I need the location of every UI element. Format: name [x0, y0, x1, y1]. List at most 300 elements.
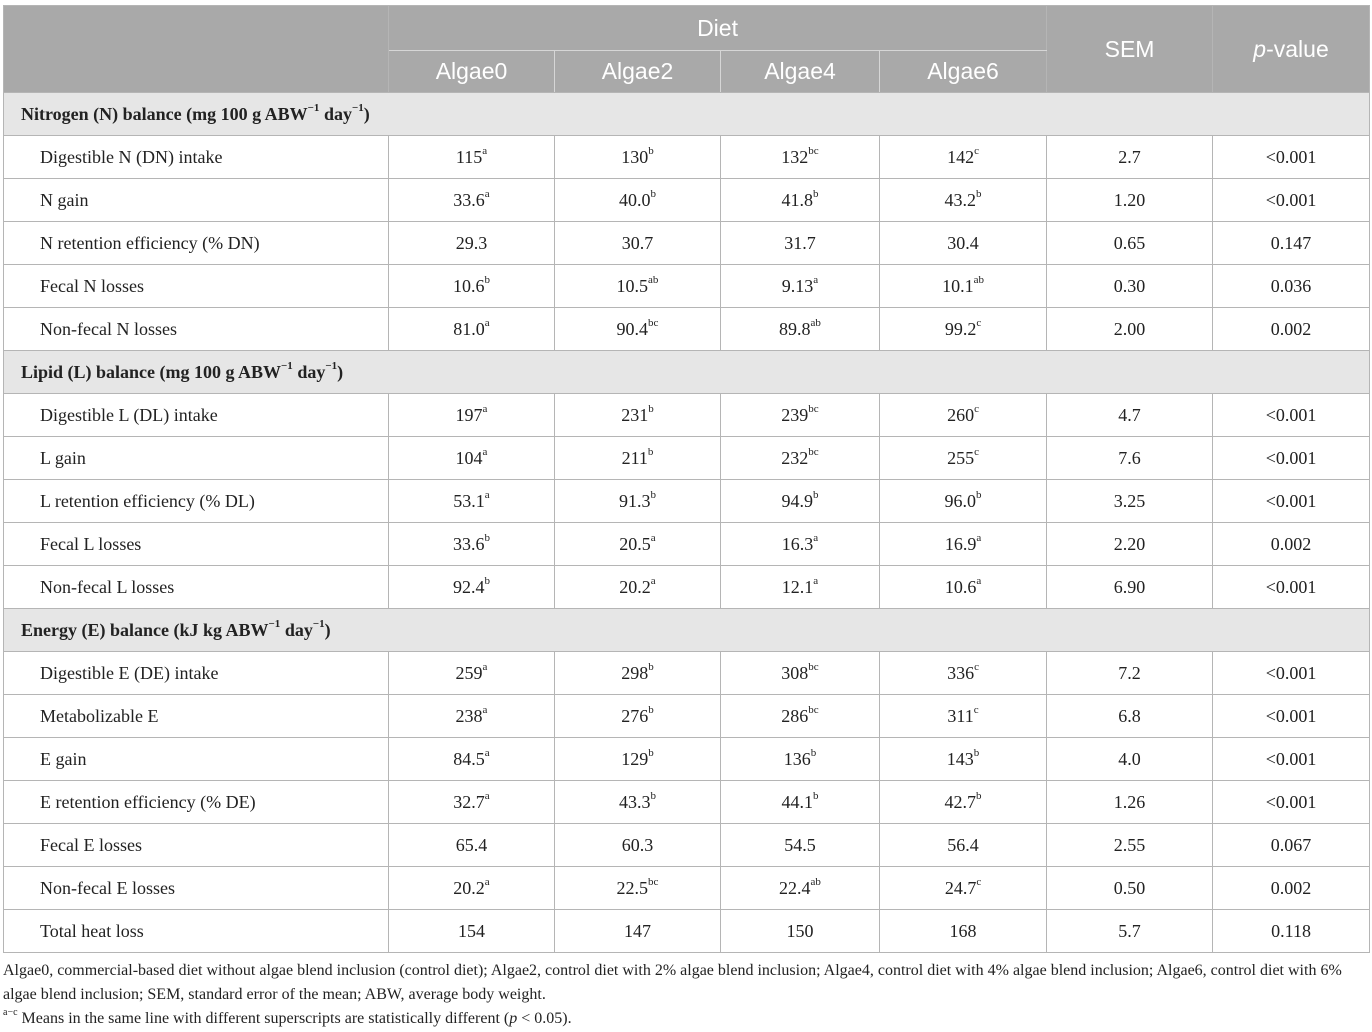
diet-value: 20.2 — [453, 877, 485, 898]
table-row — [4, 867, 1370, 910]
significance-letter: b — [976, 187, 982, 200]
section-title-text: Lipid (L) balance (mg 100 g ABW — [21, 361, 282, 382]
sem-value: 5.7 — [1047, 910, 1213, 953]
sem-value: 4.0 — [1047, 738, 1213, 781]
pvalue-value: 0.036 — [1213, 265, 1370, 308]
significance-letter: c — [974, 144, 979, 157]
significance-letter: a — [976, 531, 982, 544]
diet-value: 32.7 — [453, 791, 485, 812]
diet-value: 60.3 — [621, 834, 654, 855]
diet-group-header: Diet — [389, 6, 1047, 51]
sem-value: 2.7 — [1047, 136, 1213, 179]
sem-value: 7.6 — [1047, 437, 1213, 480]
pvalue-value: <0.001 — [1213, 480, 1370, 523]
diet-value: 115 — [455, 146, 483, 167]
diet-value-cell — [880, 308, 1047, 351]
diet-value-cell — [880, 265, 1047, 308]
significance-letter: bc — [648, 316, 659, 329]
significance-letter: b — [648, 703, 654, 716]
diet-value: 33.6 — [453, 189, 485, 210]
pvalue-header — [1213, 6, 1370, 93]
significance-text-after: < 0.05). — [517, 1010, 572, 1027]
significance-letter: a — [482, 445, 488, 458]
section-title-text: day — [319, 103, 352, 124]
diet-value-cell — [555, 394, 721, 437]
significance-letter: a — [484, 187, 490, 200]
row-label: L retention efficiency (% DL) — [4, 480, 389, 523]
significance-letter: c — [974, 445, 979, 458]
diet-value: 276 — [621, 705, 649, 726]
table-header — [4, 6, 1370, 93]
sem-value: 2.55 — [1047, 824, 1213, 867]
diet-value: 260 — [947, 404, 975, 425]
diet-value-cell — [880, 136, 1047, 179]
sem-value: 6.8 — [1047, 695, 1213, 738]
sem-value: 3.25 — [1047, 480, 1213, 523]
diet-value: 147 — [624, 920, 651, 941]
significance-letter: b — [647, 445, 654, 458]
pvalue-value: 0.067 — [1213, 824, 1370, 867]
diet-value-cell — [389, 652, 555, 695]
table-row — [4, 781, 1370, 824]
diet-value: 90.4 — [616, 318, 649, 339]
diet-value-cell — [555, 566, 721, 609]
diet-value-cell — [555, 179, 721, 222]
row-label: Fecal N losses — [4, 265, 389, 308]
diet-value-cell — [880, 480, 1047, 523]
table-row — [4, 308, 1370, 351]
balance-table — [3, 5, 1370, 953]
table-row — [4, 222, 1370, 265]
significance-letter: b — [976, 488, 982, 501]
significance-letter: b — [650, 488, 656, 501]
diet-column-header: Algae2 — [555, 51, 721, 93]
diet-value-cell — [721, 523, 880, 566]
diet-value-cell — [880, 781, 1047, 824]
diet-value: 91.3 — [619, 490, 651, 511]
pvalue-value: <0.001 — [1213, 738, 1370, 781]
diet-value: 10.5 — [616, 275, 649, 296]
pvalue-header-rest: -value — [1266, 35, 1329, 62]
pvalue-value: <0.001 — [1213, 136, 1370, 179]
sem-value: 7.2 — [1047, 652, 1213, 695]
sem-value: 0.65 — [1047, 222, 1213, 265]
pvalue-value: <0.001 — [1213, 179, 1370, 222]
diet-value-cell — [389, 437, 555, 480]
significance-p: p — [509, 1010, 518, 1027]
diet-value: 143 — [946, 748, 974, 769]
diet-value: 96.0 — [944, 490, 977, 511]
section-title — [4, 93, 1370, 136]
diet-value-cell — [721, 738, 880, 781]
pvalue-value: 0.002 — [1213, 308, 1370, 351]
pvalue-value: <0.001 — [1213, 394, 1370, 437]
diet-value: 81.0 — [453, 318, 485, 339]
significance-letter: a — [482, 703, 488, 716]
row-label: N retention efficiency (% DN) — [4, 222, 389, 265]
diet-value-cell — [880, 910, 1047, 953]
significance-letter: b — [484, 574, 490, 587]
diet-value: 99.2 — [944, 318, 977, 339]
diet-value: 130 — [621, 146, 649, 167]
significance-letter: c — [976, 316, 982, 329]
diet-value: 53.1 — [453, 490, 485, 511]
row-label: E gain — [4, 738, 389, 781]
diet-value-cell — [555, 222, 721, 265]
diet-value: 197 — [455, 404, 483, 425]
significance-text-before: Means in the same line with different superscripts are statistically different ( — [17, 1010, 510, 1027]
table-row — [4, 523, 1370, 566]
table-row — [4, 136, 1370, 179]
pvalue-value: 0.118 — [1213, 910, 1370, 953]
diet-value: 42.7 — [944, 791, 977, 812]
diet-value-cell — [721, 781, 880, 824]
significance-letter: b — [648, 660, 654, 673]
row-label: Metabolizable E — [4, 695, 389, 738]
diet-value-cell — [721, 695, 880, 738]
diet-value: 136 — [783, 748, 811, 769]
diet-value-cell — [880, 179, 1047, 222]
diet-value: 298 — [621, 662, 649, 683]
diet-value: 239 — [781, 404, 809, 425]
diet-value-cell — [721, 265, 880, 308]
diet-value: 22.4 — [779, 877, 811, 898]
diet-value: 104 — [455, 447, 483, 468]
sem-value: 0.50 — [1047, 867, 1213, 910]
diet-value: 308 — [781, 662, 809, 683]
row-label: Fecal E losses — [4, 824, 389, 867]
row-label: Digestible N (DN) intake — [4, 136, 389, 179]
section-header-row — [4, 93, 1370, 136]
diet-value: 232 — [781, 447, 809, 468]
diet-value-cell — [880, 394, 1047, 437]
diet-value: 43.3 — [619, 791, 651, 812]
pvalue-value: <0.001 — [1213, 781, 1370, 824]
significance-letter: bc — [808, 703, 819, 716]
table-row — [4, 824, 1370, 867]
significance-letter: b — [648, 746, 654, 759]
diet-value-cell — [880, 695, 1047, 738]
diet-value: 10.6 — [944, 576, 977, 597]
diet-value-cell — [555, 308, 721, 351]
section-title-text: day — [292, 361, 326, 382]
diet-value: 259 — [455, 662, 483, 683]
diet-value-cell — [389, 566, 555, 609]
diet-value: 24.7 — [944, 877, 977, 898]
section-title-text: ) — [324, 619, 331, 640]
significance-letter: b — [650, 789, 656, 802]
diet-value: 336 — [947, 662, 975, 683]
significance-letter: bc — [808, 402, 819, 415]
table-body — [4, 93, 1370, 953]
diet-value: 65.4 — [455, 834, 488, 855]
row-label: Non-fecal L losses — [4, 566, 389, 609]
section-title — [4, 609, 1370, 652]
row-label: Total heat loss — [4, 910, 389, 953]
diet-value-cell — [555, 695, 721, 738]
diet-value-cell — [389, 824, 555, 867]
diet-value: 231 — [621, 404, 649, 425]
significance-letter: b — [484, 531, 490, 544]
section-header-row — [4, 609, 1370, 652]
diet-value: 31.7 — [784, 232, 816, 253]
diet-value: 12.1 — [781, 576, 814, 597]
diet-value-cell — [389, 910, 555, 953]
significance-footnote — [3, 1007, 1369, 1031]
table-row — [4, 265, 1370, 308]
diet-value: 20.5 — [619, 533, 651, 554]
significance-letter: a — [482, 144, 488, 157]
significance-letter: a — [482, 660, 488, 673]
diet-value-cell — [555, 437, 721, 480]
diet-value: 142 — [947, 146, 975, 167]
diet-value-cell — [389, 136, 555, 179]
diet-value: 255 — [947, 447, 975, 468]
significance-letter: bc — [808, 144, 819, 157]
diet-value: 40.0 — [619, 189, 651, 210]
diet-value-cell — [721, 867, 880, 910]
diet-value: 20.2 — [619, 576, 651, 597]
diet-value-cell — [880, 738, 1047, 781]
significance-letter: bc — [808, 445, 819, 458]
diet-value-cell — [721, 179, 880, 222]
significance-letter: c — [974, 402, 979, 415]
row-label: Non-fecal N losses — [4, 308, 389, 351]
diet-value-cell — [555, 867, 721, 910]
significance-letter: ab — [973, 273, 984, 286]
diet-value-cell — [721, 136, 880, 179]
significance-letter: a — [484, 875, 490, 888]
sem-value: 0.30 — [1047, 265, 1213, 308]
diet-value-cell — [389, 179, 555, 222]
section-title-sup: −1 — [281, 359, 293, 372]
significance-letter: b — [648, 402, 654, 415]
diet-value: 56.4 — [947, 834, 979, 855]
significance-letter: a — [484, 746, 490, 759]
diet-value: 16.9 — [944, 533, 977, 554]
significance-letter: a — [976, 574, 982, 587]
table-row — [4, 910, 1370, 953]
significance-letter: b — [973, 746, 980, 759]
significance-letter: b — [813, 187, 819, 200]
significance-letter: a — [484, 488, 490, 501]
diet-value: 132 — [781, 146, 809, 167]
table-row — [4, 695, 1370, 738]
table-row — [4, 437, 1370, 480]
diet-value-cell — [880, 566, 1047, 609]
diet-column-header: Algae4 — [721, 51, 880, 93]
section-title-sup: −1 — [268, 617, 281, 630]
diet-value-cell — [389, 394, 555, 437]
abbreviations-footnote: Algae0, commercial-based diet without algae blend inclusion (control diet); Algae2, control diet with 2% algae blend inclusion; Algae4, control diet with 4% algae blend inclusion; Algae6, control diet with 6% algae blend inclusion; SEM, standard error of the mean; ABW, average body weight. — [3, 962, 1342, 1003]
significance-letter: a — [484, 789, 490, 802]
significance-letter: a — [484, 316, 490, 329]
diet-value-cell — [389, 480, 555, 523]
section-title-sup: −1 — [351, 101, 364, 114]
pvalue-value: <0.001 — [1213, 566, 1370, 609]
section-title-sup: −1 — [312, 617, 325, 630]
significance-letter: ab — [810, 316, 821, 329]
diet-value-cell — [555, 781, 721, 824]
diet-value-cell — [555, 480, 721, 523]
pvalue-value: 0.147 — [1213, 222, 1370, 265]
diet-value-cell — [555, 910, 721, 953]
sem-value: 1.20 — [1047, 179, 1213, 222]
diet-value-cell — [555, 652, 721, 695]
sem-header: SEM — [1047, 6, 1213, 93]
significance-letter: b — [813, 789, 819, 802]
table-row — [4, 394, 1370, 437]
diet-value-cell — [721, 824, 880, 867]
section-title-sup: −1 — [307, 101, 320, 114]
significance-letter: a — [650, 574, 656, 587]
diet-value: 286 — [781, 705, 809, 726]
section-title-text: day — [280, 619, 313, 640]
sem-value: 2.20 — [1047, 523, 1213, 566]
significance-superscript: a−c — [3, 1006, 18, 1018]
diet-value-cell — [880, 523, 1047, 566]
diet-value-cell — [389, 695, 555, 738]
significance-letter: b — [650, 187, 656, 200]
significance-letter: a — [650, 531, 656, 544]
significance-letter: b — [976, 789, 982, 802]
significance-letter: a — [482, 402, 488, 415]
diet-column-header: Algae0 — [389, 51, 555, 93]
significance-letter: ab — [648, 273, 659, 286]
section-title-sup: −1 — [325, 359, 338, 372]
row-label: E retention efficiency (% DE) — [4, 781, 389, 824]
pvalue-value: <0.001 — [1213, 695, 1370, 738]
diet-value: 33.6 — [453, 533, 485, 554]
diet-value: 92.4 — [453, 576, 485, 597]
table-row — [4, 566, 1370, 609]
diet-value: 43.2 — [944, 189, 977, 210]
table-row — [4, 480, 1370, 523]
table-row — [4, 652, 1370, 695]
diet-value-cell — [389, 867, 555, 910]
table-container — [3, 5, 1369, 1031]
diet-value-cell — [555, 523, 721, 566]
significance-letter: c — [976, 875, 982, 888]
diet-value-cell — [721, 437, 880, 480]
diet-value: 10.6 — [453, 275, 485, 296]
diet-value: 129 — [621, 748, 649, 769]
diet-value-cell — [721, 394, 880, 437]
header-blank-cell — [4, 6, 389, 93]
diet-value: 168 — [949, 920, 977, 941]
diet-value-cell — [389, 781, 555, 824]
significance-letter: c — [973, 703, 979, 716]
diet-value: 30.7 — [621, 232, 654, 253]
diet-value-cell — [389, 738, 555, 781]
diet-column-header: Algae6 — [880, 51, 1047, 93]
significance-letter: ab — [810, 875, 821, 888]
diet-value-cell — [880, 867, 1047, 910]
diet-value: 311 — [947, 705, 974, 726]
diet-value-cell — [721, 652, 880, 695]
pvalue-value: <0.001 — [1213, 437, 1370, 480]
diet-value: 10.1 — [942, 275, 974, 296]
diet-value: 211 — [621, 447, 648, 468]
sem-value: 2.00 — [1047, 308, 1213, 351]
pvalue-value: <0.001 — [1213, 652, 1370, 695]
significance-letter: b — [810, 746, 817, 759]
significance-letter: b — [648, 144, 654, 157]
diet-value-cell — [555, 136, 721, 179]
row-label: Digestible L (DL) intake — [4, 394, 389, 437]
diet-value-cell — [721, 308, 880, 351]
significance-letter: c — [974, 660, 979, 673]
row-label: N gain — [4, 179, 389, 222]
diet-value: 44.1 — [781, 791, 813, 812]
diet-value-cell — [555, 265, 721, 308]
diet-value-cell — [880, 222, 1047, 265]
diet-value: 9.13 — [781, 275, 814, 296]
section-title — [4, 351, 1370, 394]
diet-value: 150 — [786, 920, 814, 941]
section-title-text: ) — [337, 361, 344, 382]
pvalue-header-italic: p — [1253, 35, 1267, 62]
row-label: L gain — [4, 437, 389, 480]
diet-value-cell — [389, 265, 555, 308]
diet-value-cell — [880, 652, 1047, 695]
table-row — [4, 738, 1370, 781]
diet-value: 84.5 — [453, 748, 485, 769]
diet-value-cell — [389, 523, 555, 566]
section-title-text: Nitrogen (N) balance (mg 100 g ABW — [21, 103, 308, 124]
diet-value: 89.8 — [779, 318, 811, 339]
diet-value-cell — [721, 480, 880, 523]
row-label: Fecal L losses — [4, 523, 389, 566]
pvalue-value: 0.002 — [1213, 867, 1370, 910]
diet-value-cell — [555, 738, 721, 781]
section-header-row — [4, 351, 1370, 394]
diet-value-cell — [389, 222, 555, 265]
significance-letter: b — [484, 273, 490, 286]
sem-value: 6.90 — [1047, 566, 1213, 609]
row-label: Non-fecal E losses — [4, 867, 389, 910]
diet-value: 238 — [455, 705, 483, 726]
significance-letter: a — [813, 531, 819, 544]
diet-value: 41.8 — [781, 189, 813, 210]
diet-value-cell — [880, 437, 1047, 480]
diet-value-cell — [880, 824, 1047, 867]
table-footnotes — [3, 959, 1369, 1031]
significance-letter: a — [813, 273, 819, 286]
diet-value-cell — [389, 308, 555, 351]
diet-value-cell — [721, 566, 880, 609]
table-row — [4, 179, 1370, 222]
significance-letter: a — [813, 574, 819, 587]
diet-value-cell — [555, 824, 721, 867]
diet-value: 54.5 — [784, 834, 816, 855]
significance-letter: b — [813, 488, 819, 501]
diet-value: 16.3 — [781, 533, 814, 554]
diet-value: 29.3 — [455, 232, 488, 253]
diet-value-cell — [721, 910, 880, 953]
section-title-text: ) — [363, 103, 370, 124]
row-label: Digestible E (DE) intake — [4, 652, 389, 695]
diet-value: 22.5 — [616, 877, 649, 898]
pvalue-value: 0.002 — [1213, 523, 1370, 566]
significance-letter: bc — [648, 875, 659, 888]
diet-value: 154 — [458, 920, 485, 941]
diet-value-cell — [721, 222, 880, 265]
significance-letter: bc — [808, 660, 819, 673]
diet-value: 94.9 — [781, 490, 813, 511]
sem-value: 1.26 — [1047, 781, 1213, 824]
section-title-text: Energy (E) balance (kJ kg ABW — [21, 619, 269, 640]
